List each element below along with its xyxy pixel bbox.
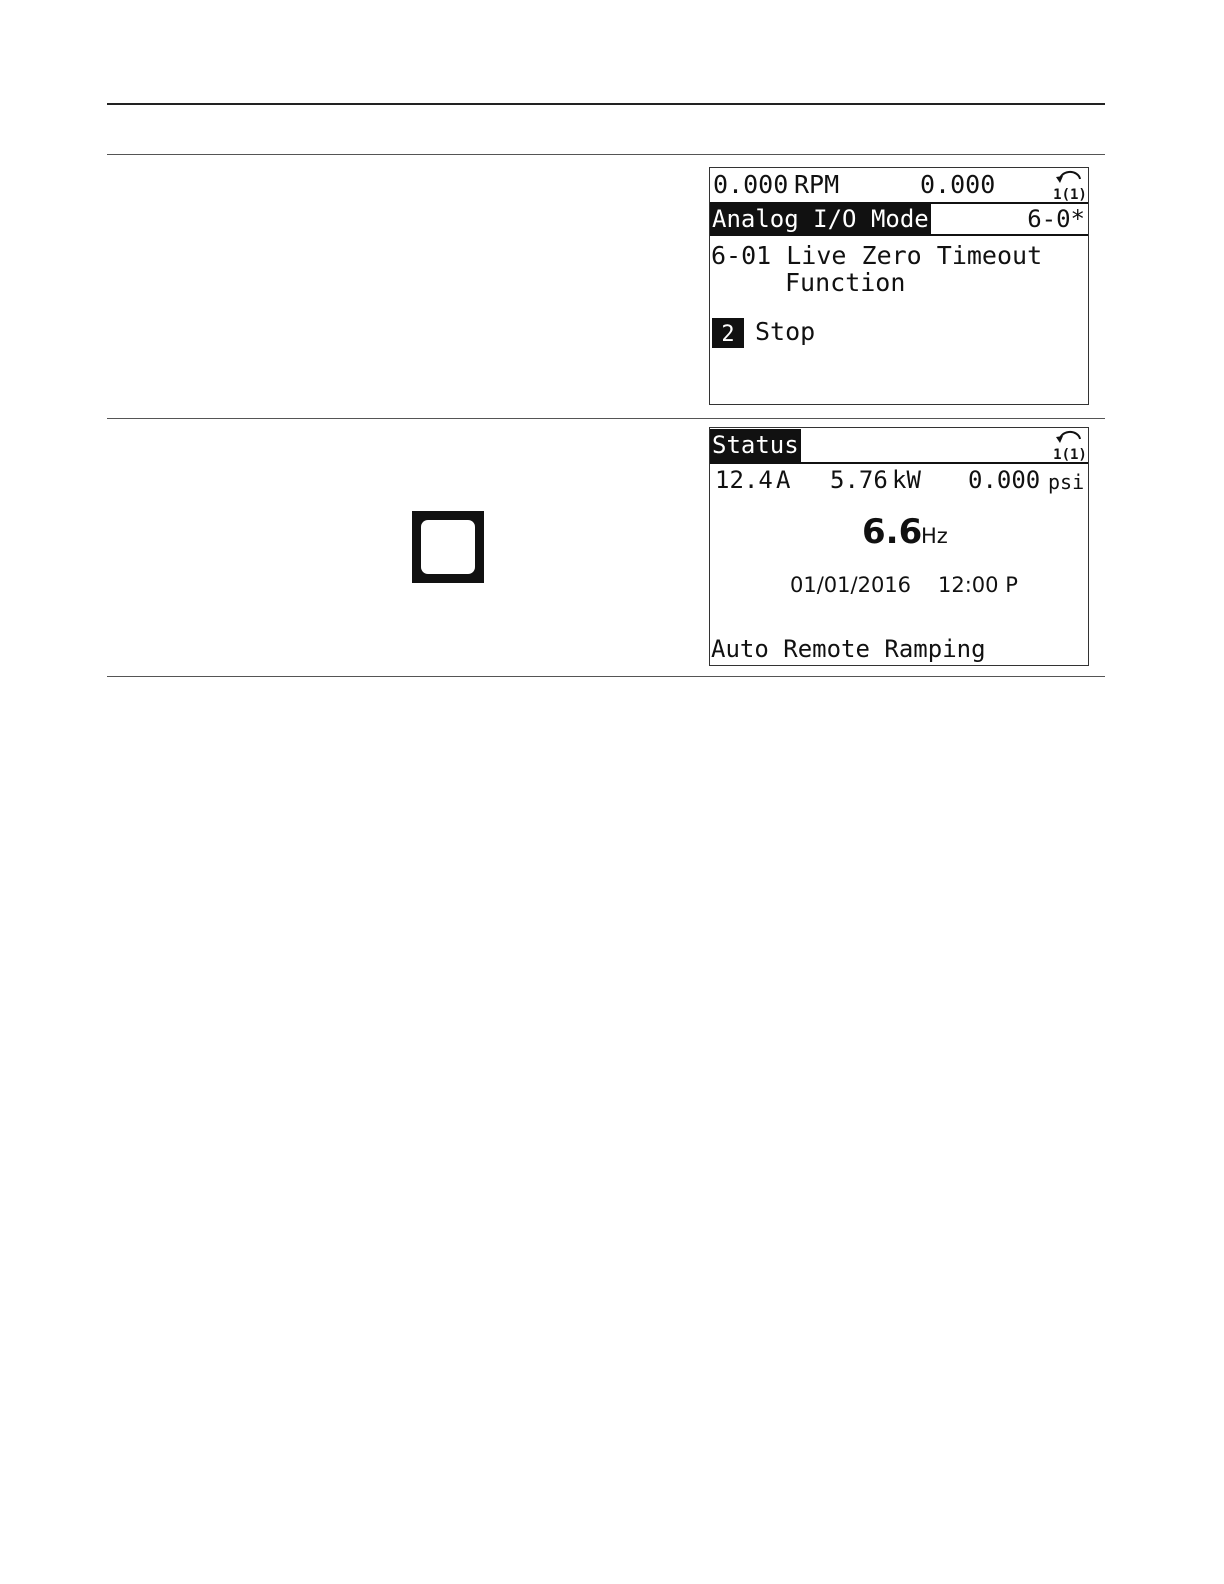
speed-value: 0.000 [713,170,789,199]
group-title: Analog I/O Mode [712,205,929,233]
pressure-unit: psi [1048,470,1085,494]
setup-indicator-text: 1(1) [1053,447,1087,461]
time-display: 12:00 P [938,573,1018,597]
current-value: 12.4 [715,466,773,494]
setup-indicator-text: 1(1) [1053,187,1087,201]
status-line: Auto Remote Ramping [711,635,986,663]
parameter-name-line1: 6-01 Live Zero Timeout [711,241,1043,270]
secondary-reading: 0.000 [920,170,996,199]
off-key-icon [412,511,484,583]
frequency-value: 6.6 [862,512,923,552]
lcp-status-display [709,427,1089,666]
frequency-unit: Hz [921,524,948,548]
table-header-rule [107,154,1105,155]
table-top-rule [107,103,1105,105]
power-unit: kW [892,466,921,494]
option-text: Stop [755,317,816,346]
lcp-parameter-display [709,167,1089,405]
setup-indicator-icon [1050,429,1090,461]
current-unit: A [776,466,791,494]
speed-unit: RPM [794,170,840,199]
status-title: Status [710,429,801,462]
table-bottom-rule [107,676,1105,677]
group-code: 6-0* [1027,205,1085,233]
pressure-value: 0.000 [968,466,1041,494]
date-display: 01/01/2016 [790,573,912,597]
power-value: 5.76 [830,466,888,494]
parameter-name-line2: Function [785,268,906,297]
table-row-divider [107,418,1105,419]
option-index: 2 [712,318,744,348]
setup-indicator-icon [1050,169,1090,201]
